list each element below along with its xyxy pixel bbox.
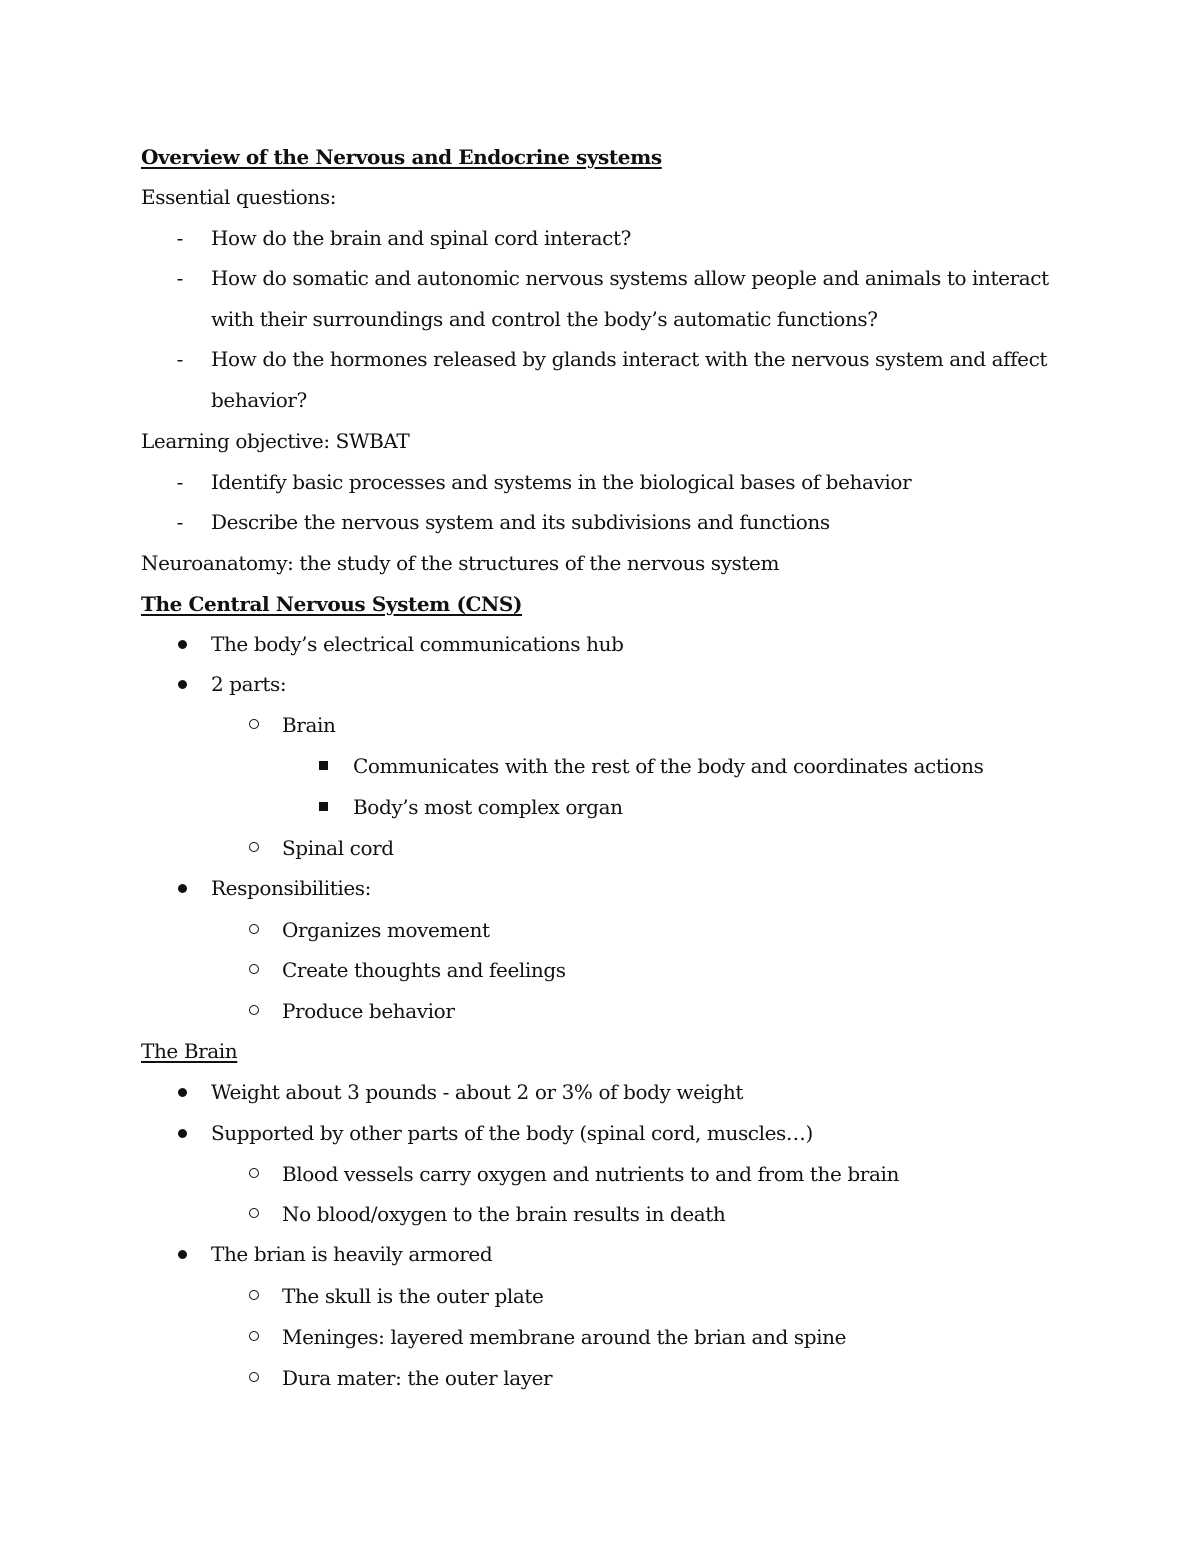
brain-weight-item: Weight about 3 pounds - about 2 or 3% of body weight [211,1080,744,1104]
bullet-circle [249,1372,259,1382]
bullet-circle [249,1208,259,1218]
objective-item: Identify basic processes and systems in the biological bases of behavior [211,470,912,494]
brain-armored-item: The brian is heavily armored [211,1242,493,1266]
dash-marker: - [176,266,184,290]
brain-sub-item: Communicates with the rest of the body and coordinates actions [353,754,984,778]
cns-responsibilities-item: Responsibilities: [211,876,372,900]
question-item: How do the hormones released by glands interact with the nervous system and affect [211,347,1048,371]
responsibility-item: Produce behavior [282,999,455,1023]
cns-parts-item: 2 parts: [211,672,287,696]
bullet-circle [249,924,259,934]
bullet-dot [178,1250,187,1259]
bullet-circle [249,719,259,729]
bullet-dot [178,884,187,893]
brain-supported-item: Supported by other parts of the body (spinal cord, muscles…) [211,1121,813,1145]
brain-noblood-item: No blood/oxygen to the brain results in death [282,1202,726,1226]
cns-heading: The Central Nervous System (CNS) [141,592,523,616]
bullet-circle [249,1331,259,1341]
learning-objective-label: Learning objective: SWBAT [141,429,410,453]
question-item: How do somatic and autonomic nervous systems allow people and animals to interact [211,266,1049,290]
dash-marker: - [176,226,184,250]
question-item-continued: with their surroundings and control the body’s automatic functions? [211,307,878,331]
question-item: How do the brain and spinal cord interact? [211,226,631,250]
question-item-continued: behavior? [211,388,307,412]
dash-marker: - [176,510,184,534]
bullet-circle [249,1005,259,1015]
cns-spinal-item: Spinal cord [282,836,394,860]
brain-vessels-item: Blood vessels carry oxygen and nutrients to and from the brain [282,1162,899,1186]
bullet-circle [249,1290,259,1300]
bullet-square [319,761,328,770]
responsibility-item: Create thoughts and feelings [282,958,566,982]
bullet-dot [178,1088,187,1097]
neuroanatomy-definition: Neuroanatomy: the study of the structures of the nervous system [141,551,780,575]
bullet-dot [178,1129,187,1138]
responsibility-item: Organizes movement [282,918,490,942]
bullet-square [319,802,328,811]
brain-meninges-item: Meninges: layered membrane around the brian and spine [282,1325,847,1349]
essential-questions-label: Essential questions: [141,185,337,209]
bullet-circle [249,964,259,974]
bullet-dot [178,680,187,689]
brain-skull-item: The skull is the outer plate [282,1284,544,1308]
cns-hub-item: The body’s electrical communications hub [211,632,624,656]
objective-item: Describe the nervous system and its subdivisions and functions [211,510,830,534]
brain-dura-item: Dura mater: the outer layer [282,1366,553,1390]
bullet-circle [249,1168,259,1178]
cns-brain-item: Brain [282,713,336,737]
brain-heading: The Brain [141,1039,238,1063]
bullet-circle [249,842,259,852]
dash-marker: - [176,347,184,371]
brain-sub-item: Body’s most complex organ [353,795,623,819]
document-title: Overview of the Nervous and Endocrine systems [141,145,662,169]
bullet-dot [178,640,187,649]
dash-marker: - [176,470,184,494]
